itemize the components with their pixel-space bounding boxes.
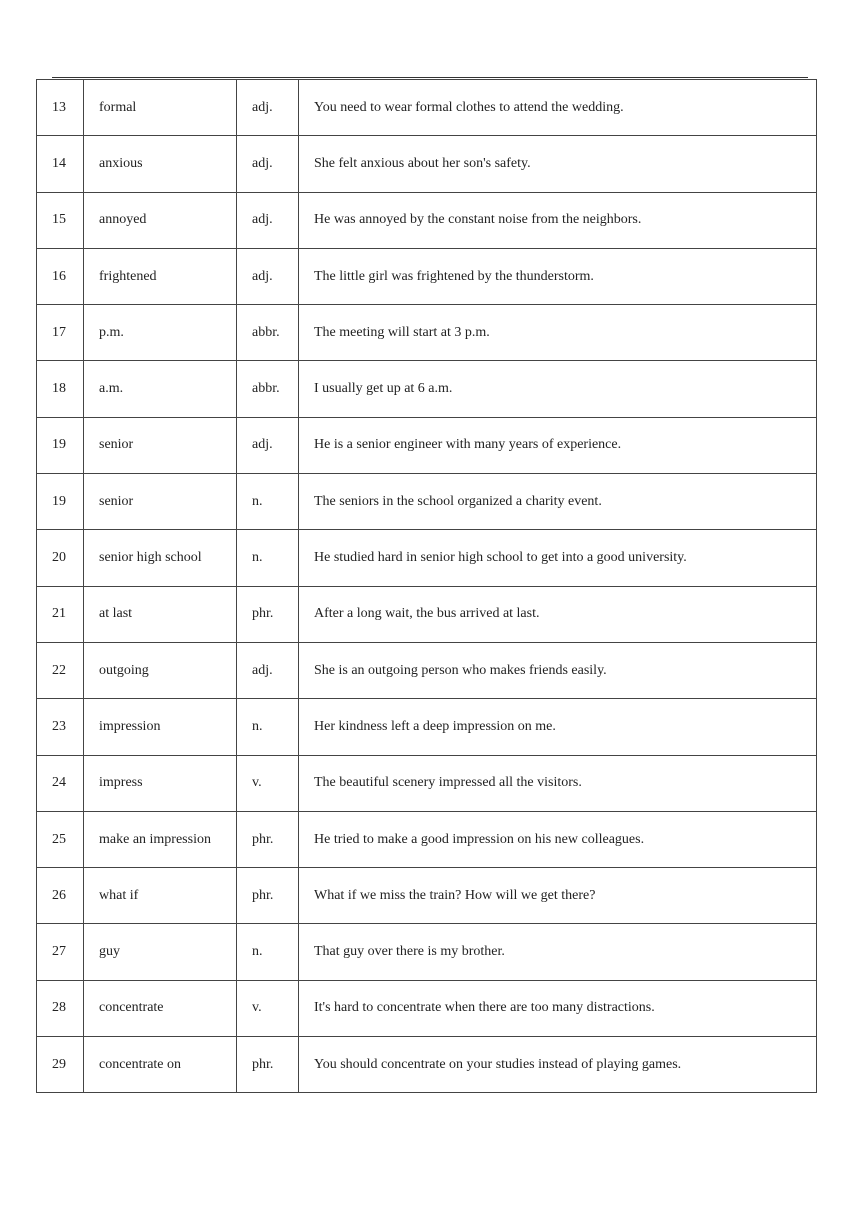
part-of-speech: adj. xyxy=(237,417,299,473)
part-of-speech: phr. xyxy=(237,868,299,924)
example-sentence: She felt anxious about her son's safety. xyxy=(299,136,817,192)
example-sentence: The seniors in the school organized a charity event. xyxy=(299,474,817,530)
example-sentence: The meeting will start at 3 p.m. xyxy=(299,305,817,361)
part-of-speech: adj. xyxy=(237,80,299,136)
example-sentence: I usually get up at 6 a.m. xyxy=(299,361,817,417)
table-row xyxy=(37,924,817,980)
vocab-word: make an impression xyxy=(84,811,237,867)
table-row xyxy=(37,699,817,755)
part-of-speech: adj. xyxy=(237,136,299,192)
part-of-speech: n. xyxy=(237,530,299,586)
example-sentence: What if we miss the train? How will we get there? xyxy=(299,868,817,924)
vocab-word: frightened xyxy=(84,248,237,304)
vocab-word: annoyed xyxy=(84,192,237,248)
table-row xyxy=(37,474,817,530)
example-sentence: The beautiful scenery impressed all the visitors. xyxy=(299,755,817,811)
vocab-word: impression xyxy=(84,699,237,755)
vocab-word: concentrate on xyxy=(84,1037,237,1093)
vocab-word: senior xyxy=(84,474,237,530)
table-row xyxy=(37,80,817,136)
table-row xyxy=(37,1037,817,1093)
table-row xyxy=(37,530,817,586)
row-number: 15 xyxy=(37,192,84,248)
example-sentence: He studied hard in senior high school to get into a good university. xyxy=(299,530,817,586)
vocab-word: p.m. xyxy=(84,305,237,361)
table-row xyxy=(37,192,817,248)
example-sentence: It's hard to concentrate when there are too many distractions. xyxy=(299,980,817,1036)
vocab-word: concentrate xyxy=(84,980,237,1036)
row-number: 19 xyxy=(37,417,84,473)
row-number: 25 xyxy=(37,811,84,867)
example-sentence: He is a senior engineer with many years of experience. xyxy=(299,417,817,473)
row-number: 24 xyxy=(37,755,84,811)
row-number: 20 xyxy=(37,530,84,586)
table-row xyxy=(37,136,817,192)
vocab-word: senior high school xyxy=(84,530,237,586)
row-number: 14 xyxy=(37,136,84,192)
example-sentence: After a long wait, the bus arrived at last. xyxy=(299,586,817,642)
example-sentence: Her kindness left a deep impression on me. xyxy=(299,699,817,755)
row-number: 18 xyxy=(37,361,84,417)
table-row xyxy=(37,811,817,867)
part-of-speech: n. xyxy=(237,699,299,755)
table-row xyxy=(37,868,817,924)
table-row xyxy=(37,642,817,698)
example-sentence: The little girl was frightened by the thunderstorm. xyxy=(299,248,817,304)
part-of-speech: abbr. xyxy=(237,361,299,417)
part-of-speech: abbr. xyxy=(237,305,299,361)
row-number: 13 xyxy=(37,80,84,136)
vocab-word: what if xyxy=(84,868,237,924)
part-of-speech: adj. xyxy=(237,192,299,248)
part-of-speech: n. xyxy=(237,924,299,980)
table-row xyxy=(37,248,817,304)
vocab-word: at last xyxy=(84,586,237,642)
part-of-speech: adj. xyxy=(237,642,299,698)
table-row xyxy=(37,305,817,361)
part-of-speech: v. xyxy=(237,755,299,811)
row-number: 17 xyxy=(37,305,84,361)
vocabulary-table xyxy=(36,79,817,1093)
row-number: 26 xyxy=(37,868,84,924)
example-sentence: You should concentrate on your studies instead of playing games. xyxy=(299,1037,817,1093)
part-of-speech: v. xyxy=(237,980,299,1036)
example-sentence: She is an outgoing person who makes friends easily. xyxy=(299,642,817,698)
example-sentence: He was annoyed by the constant noise from the neighbors. xyxy=(299,192,817,248)
vocab-word: outgoing xyxy=(84,642,237,698)
example-sentence: That guy over there is my brother. xyxy=(299,924,817,980)
example-sentence: He tried to make a good impression on his new colleagues. xyxy=(299,811,817,867)
row-number: 16 xyxy=(37,248,84,304)
table-row xyxy=(37,586,817,642)
part-of-speech: phr. xyxy=(237,811,299,867)
vocab-word: senior xyxy=(84,417,237,473)
table-row xyxy=(37,361,817,417)
vocab-word: formal xyxy=(84,80,237,136)
vocab-word: guy xyxy=(84,924,237,980)
part-of-speech: adj. xyxy=(237,248,299,304)
vocab-word: a.m. xyxy=(84,361,237,417)
vocab-word: impress xyxy=(84,755,237,811)
row-number: 27 xyxy=(37,924,84,980)
table-row xyxy=(37,755,817,811)
part-of-speech: phr. xyxy=(237,1037,299,1093)
part-of-speech: n. xyxy=(237,474,299,530)
row-number: 29 xyxy=(37,1037,84,1093)
vocab-word: anxious xyxy=(84,136,237,192)
table-row xyxy=(37,980,817,1036)
row-number: 21 xyxy=(37,586,84,642)
row-number: 28 xyxy=(37,980,84,1036)
header-rule xyxy=(52,77,808,78)
example-sentence: You need to wear formal clothes to attend the wedding. xyxy=(299,80,817,136)
table-row xyxy=(37,417,817,473)
part-of-speech: phr. xyxy=(237,586,299,642)
row-number: 19 xyxy=(37,474,84,530)
row-number: 23 xyxy=(37,699,84,755)
row-number: 22 xyxy=(37,642,84,698)
